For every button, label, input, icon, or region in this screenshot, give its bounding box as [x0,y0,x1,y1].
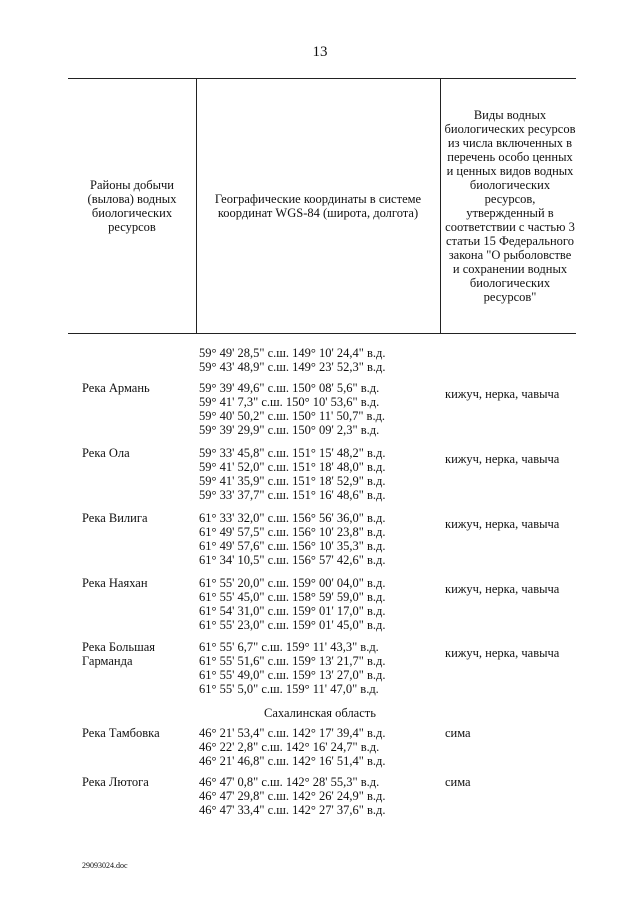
coordinates-cell [199,381,419,437]
district-name: Река Ола [82,446,130,460]
species-cell: кижуч, нерка, чавыча [445,387,560,401]
coordinate-line: 46° 47' 29,8" с.ш. 142° 26' 24,9" в.д. [199,789,386,803]
district-name: Река Лютога [82,775,149,789]
header-coordinates: Географические координаты в системе координат WGS-84 (широта, долгота) [214,192,422,220]
coordinate-line: 61° 55' 23,0" с.ш. 159° 01' 45,0" в.д. [199,618,386,632]
coordinate-line: 61° 54' 31,0" с.ш. 159° 01' 17,0" в.д. [199,604,386,618]
species-cell: сима [445,726,471,740]
table-header [68,78,576,334]
coordinate-line: 61° 55' 49,0" с.ш. 159° 13' 27,0" в.д. [199,668,386,682]
coordinates-cell [199,511,419,567]
coordinate-line: 46° 47' 33,4" с.ш. 142° 27' 37,6" в.д. [199,803,386,817]
species-cell: кижуч, нерка, чавыча [445,646,560,660]
coordinates-cell [199,775,419,817]
coordinate-line: 61° 55' 45,0" с.ш. 158° 59' 59,0" в.д. [199,590,386,604]
species-cell: кижуч, нерка, чавыча [445,517,560,531]
coordinate-line: 59° 39' 49,6" с.ш. 150° 08' 5,6" в.д. [199,381,380,395]
coordinate-line: 61° 49' 57,5" с.ш. 156° 10' 23,8" в.д. [199,525,386,539]
coordinate-line: 61° 34' 10,5" с.ш. 156° 57' 42,6" в.д. [199,553,386,567]
district-name: Река Вилига [82,511,148,525]
coordinate-line: 61° 55' 5,0" с.ш. 159° 11' 47,0" в.д. [199,682,379,696]
coordinate-line: 61° 55' 6,7" с.ш. 159° 11' 43,3" в.д. [199,640,379,654]
coordinate-line: 61° 55' 20,0" с.ш. 159° 00' 04,0" в.д. [199,576,386,590]
coordinate-line: 59° 33' 37,7" с.ш. 151° 16' 48,6" в.д. [199,488,386,502]
coordinates-cell [199,346,419,374]
coordinate-line: 46° 21' 53,4" с.ш. 142° 17' 39,4" в.д. [199,726,386,740]
coordinate-line: 61° 49' 57,6" с.ш. 156° 10' 35,3" в.д. [199,539,386,553]
district-name: Река Тамбовка [82,726,160,740]
coordinate-line: 59° 40' 50,2" с.ш. 150° 11' 50,7" в.д. [199,409,386,423]
species-cell: кижуч, нерка, чавыча [445,582,560,596]
coordinate-line: 46° 21' 46,8" с.ш. 142° 16' 51,4" в.д. [199,754,386,768]
species-cell: кижуч, нерка, чавыча [445,452,560,466]
coordinates-cell [199,446,419,502]
header-species: Виды водных биологических ресурсов из числа включенных в перечень особо ценных и ценных видов водных биологических ресурсов, утвержденный в соответствии с частью 3 статьи 15 Федерального закона "О рыболовстве и сохранении водных биологических ресурсов" [444,108,576,304]
coordinate-line: 59° 41' 7,3" с.ш. 150° 10' 53,6" в.д. [199,395,380,409]
header-districts: Районы добычи (вылова) водных биологических ресурсов [87,178,177,234]
coordinate-line: 59° 41' 52,0" с.ш. 151° 18' 48,0" в.д. [199,460,386,474]
coordinate-line: 59° 41' 35,9" с.ш. 151° 18' 52,9" в.д. [199,474,386,488]
coordinate-line: 59° 43' 48,9" с.ш. 149° 23' 52,3" в.д. [199,360,386,374]
district-name: Река Большая Гарманда [82,640,156,668]
region-heading: Сахалинская область [264,706,376,720]
coordinate-line: 61° 55' 51,6" с.ш. 159° 13' 21,7" в.д. [199,654,386,668]
coordinates-cell [199,726,419,768]
species-cell: сима [445,775,471,789]
coordinate-line: 59° 39' 29,9" с.ш. 150° 09' 2,3" в.д. [199,423,380,437]
coordinate-line: 61° 33' 32,0" с.ш. 156° 56' 36,0" в.д. [199,511,386,525]
document-filename: 29093024.doc [82,861,128,870]
coordinates-cell [199,640,419,696]
coordinate-line: 46° 47' 0,8" с.ш. 142° 28' 55,3" в.д. [199,775,380,789]
coordinates-cell [199,576,419,632]
page-number: 13 [312,44,328,60]
district-name: Река Наяхан [82,576,148,590]
column-divider [196,79,197,333]
column-divider [440,79,441,333]
coordinate-line: 46° 22' 2,8" с.ш. 142° 16' 24,7" в.д. [199,740,380,754]
coordinate-line: 59° 33' 45,8" с.ш. 151° 15' 48,2" в.д. [199,446,386,460]
district-name: Река Армань [82,381,150,395]
coordinate-line: 59° 49' 28,5" с.ш. 149° 10' 24,4" в.д. [199,346,386,360]
